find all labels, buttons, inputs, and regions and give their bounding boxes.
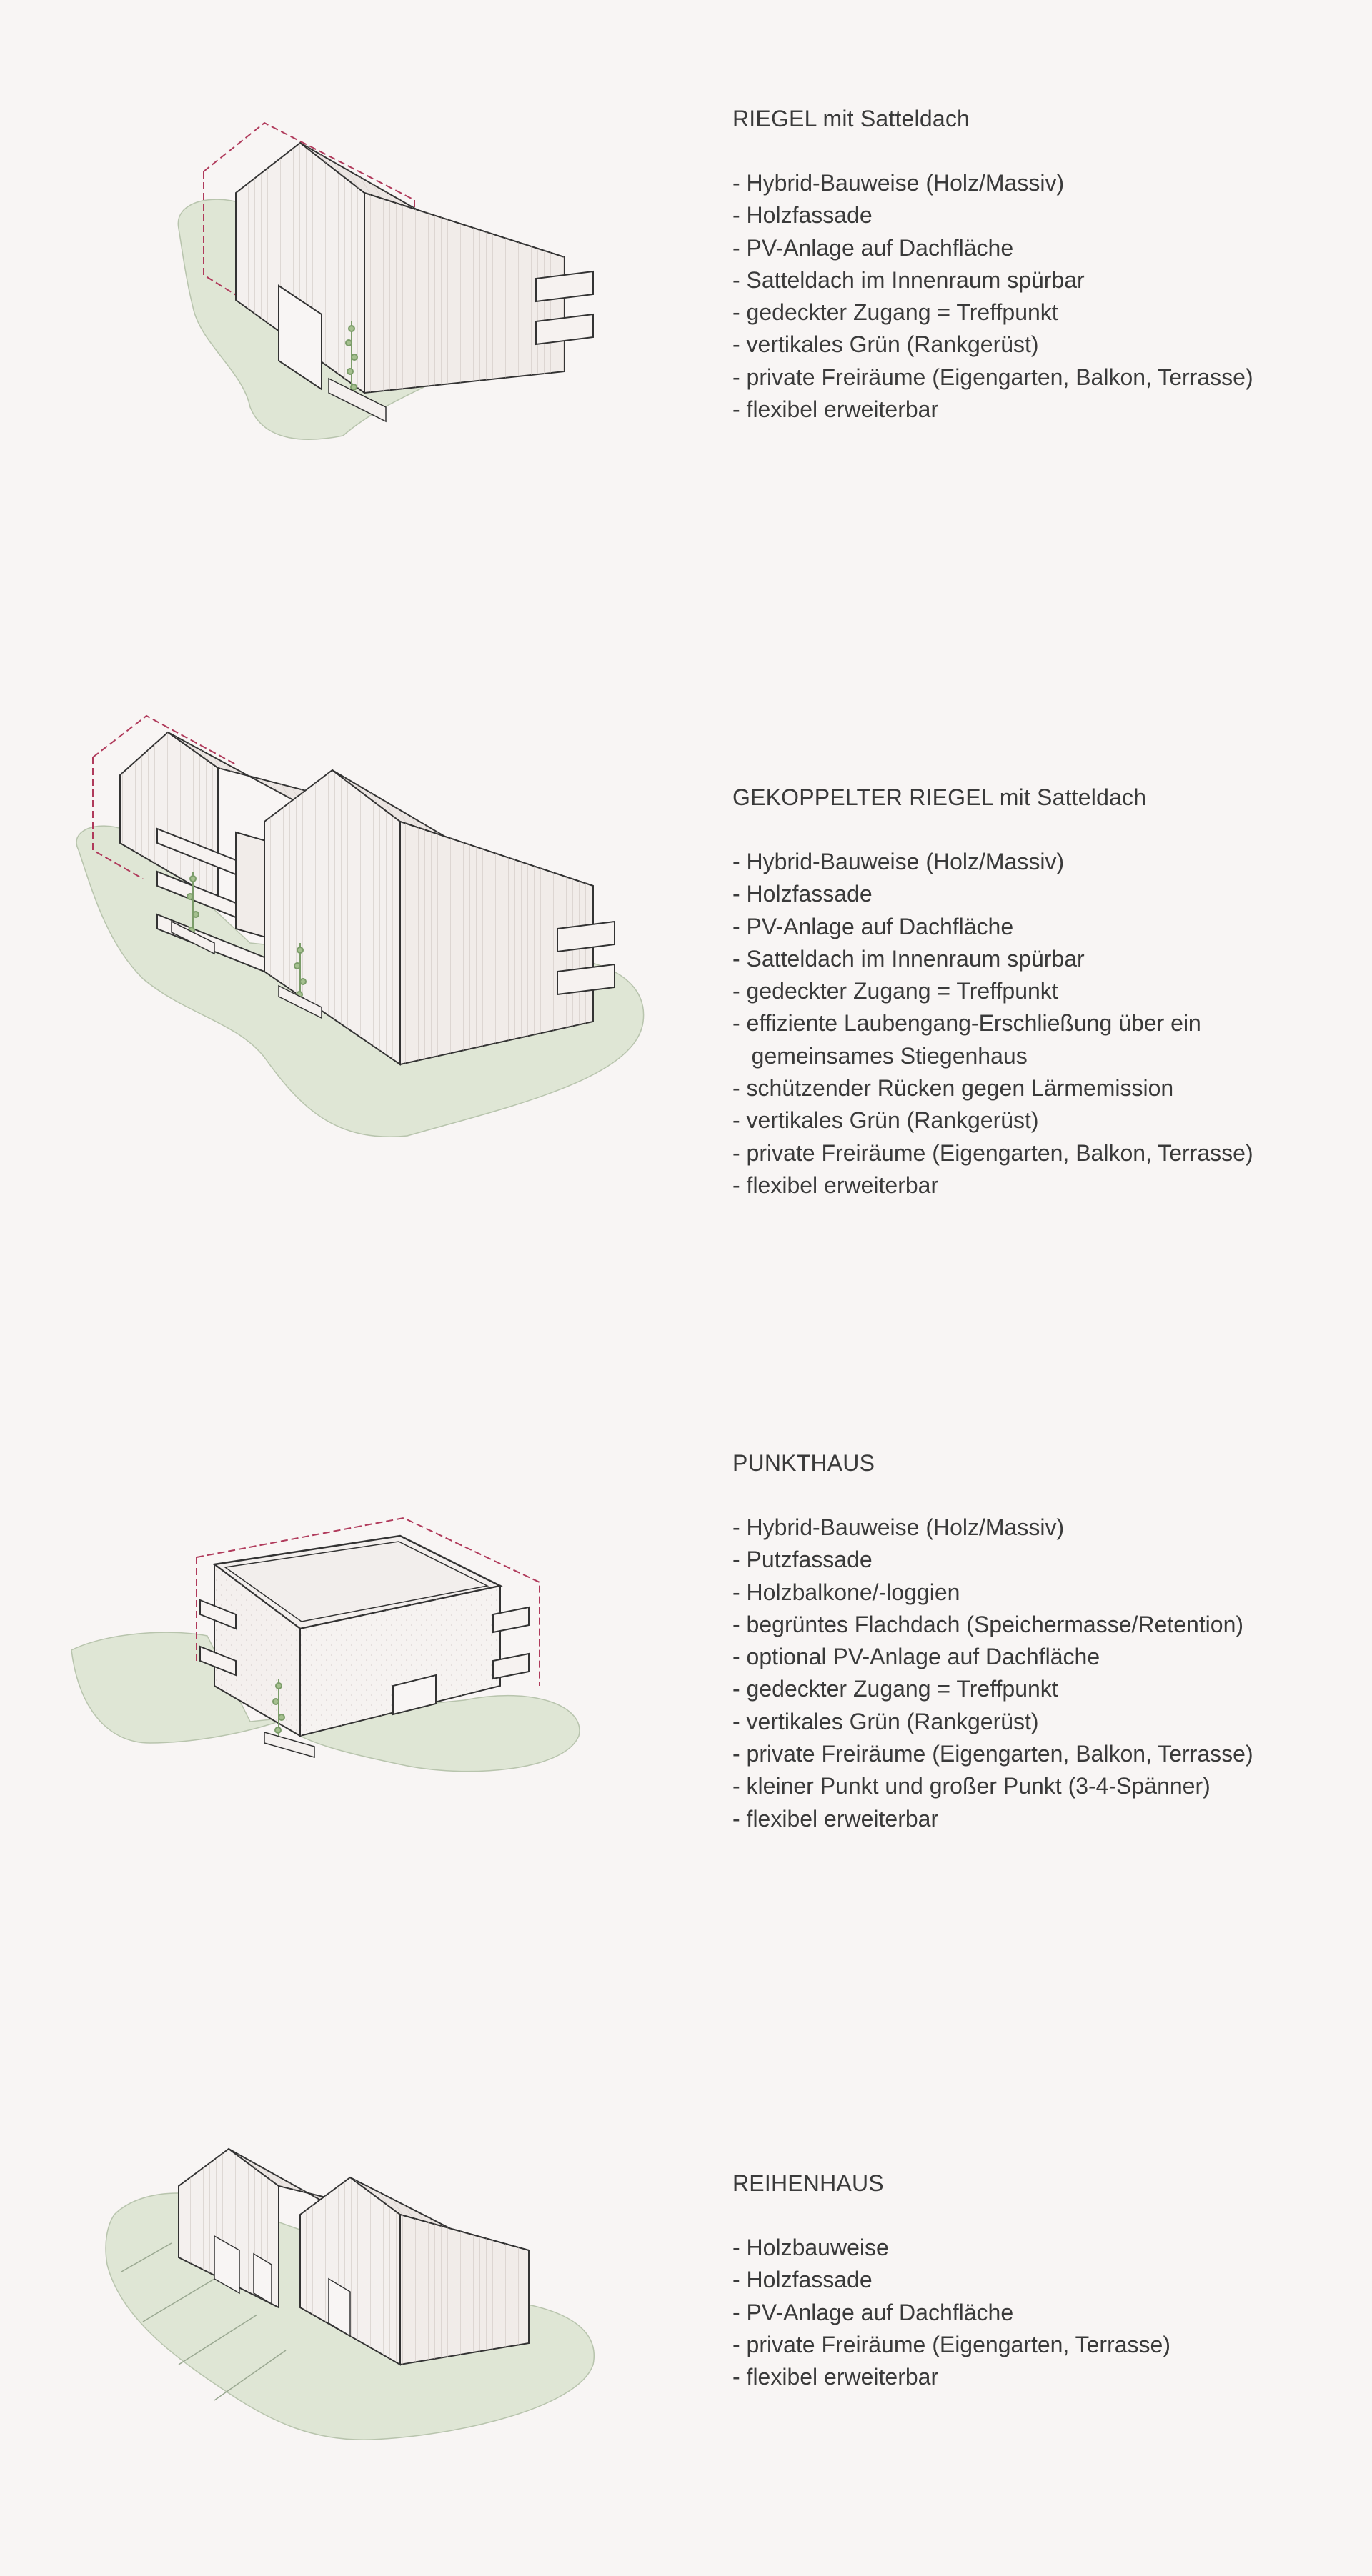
feature-item: - flexibel erweiterbar bbox=[732, 1172, 939, 1198]
feature-item: - flexibel erweiterbar bbox=[732, 1805, 939, 1832]
feature-item: - vertikales Grün (Rankgerüst) bbox=[732, 331, 1039, 358]
feature-item: - vertikales Grün (Rankgerüst) bbox=[732, 1708, 1039, 1734]
punkthaus-axonometric-drawing bbox=[64, 1507, 607, 1793]
feature-item: - Hybrid-Bauweise (Holz/Massiv) bbox=[732, 170, 1065, 196]
section-punkthaus bbox=[732, 1447, 1347, 1835]
feature-item: - flexibel erweiterbar bbox=[732, 396, 939, 423]
feature-item: - PV-Anlage auf Dachfläche bbox=[732, 2299, 1014, 2325]
feature-item: - effiziente Laubengang-Erschließung über ein bbox=[732, 1010, 1201, 1037]
feature-item: - Holzfassade bbox=[732, 881, 873, 907]
feature-list bbox=[732, 1512, 1347, 1835]
feature-item: - Holzfassade bbox=[732, 202, 873, 229]
section-gekoppelter-riegel bbox=[732, 782, 1347, 1202]
feature-item: - begrüntes Flachdach (Speichermasse/Retention) bbox=[732, 1611, 1244, 1637]
feature-item: - vertikales Grün (Rankgerüst) bbox=[732, 1107, 1039, 1134]
feature-item: - private Freiräume (Eigengarten, Balkon, Terrasse) bbox=[732, 1139, 1253, 1166]
feature-item: - Holzfassade bbox=[732, 2267, 873, 2293]
feature-item: - gedeckter Zugang = Treffpunkt bbox=[732, 978, 1058, 1004]
feature-item: - Satteldach im Innenraum spürbar bbox=[732, 945, 1085, 972]
section-title: GEKOPPELTER RIEGEL mit Satteldach bbox=[732, 784, 1147, 810]
feature-item: - Hybrid-Bauweise (Holz/Massiv) bbox=[732, 849, 1065, 874]
feature-list bbox=[732, 846, 1347, 1202]
feature-item: - schützender Rücken gegen Lärmemission bbox=[732, 1075, 1174, 1102]
section-reihenhaus bbox=[732, 2167, 1347, 2393]
feature-item: - gedeckter Zugang = Treffpunkt bbox=[732, 299, 1058, 326]
feature-item: - PV-Anlage auf Dachfläche bbox=[732, 913, 1014, 939]
section-title: REIHENHAUS bbox=[732, 2170, 884, 2196]
feature-item: - Holzbalkone/-loggien bbox=[732, 1579, 960, 1605]
feature-item: - kleiner Punkt und großer Punkt (3-4-Spänner) bbox=[732, 1773, 1211, 1799]
feature-item: - private Freiräume (Eigengarten, Terrasse) bbox=[732, 2331, 1170, 2357]
feature-list bbox=[732, 167, 1347, 426]
feature-item: - optional PV-Anlage auf Dachfläche bbox=[732, 1644, 1100, 1670]
section-title: RIEGEL mit Satteldach bbox=[732, 106, 970, 131]
feature-item: - PV-Anlage auf Dachfläche bbox=[732, 234, 1014, 261]
feature-item: - Hybrid-Bauweise (Holz/Massiv) bbox=[732, 1514, 1065, 1540]
feature-item: - gedeckter Zugang = Treffpunkt bbox=[732, 1676, 1058, 1702]
feature-item: - Holzbauweise bbox=[732, 2235, 889, 2260]
feature-item: - Satteldach im Innenraum spürbar bbox=[732, 266, 1085, 293]
feature-item: - flexibel erweiterbar bbox=[732, 2364, 939, 2390]
section-riegel bbox=[732, 103, 1347, 426]
feature-item: gemeinsames Stiegenhaus bbox=[732, 1042, 1028, 1069]
feature-item: - private Freiräume (Eigengarten, Balkon, Terrasse) bbox=[732, 1741, 1253, 1767]
section-title: PUNKTHAUS bbox=[732, 1450, 875, 1476]
feature-item: - Putzfassade bbox=[732, 1547, 873, 1573]
feature-item: - private Freiräume (Eigengarten, Balkon, Terrasse) bbox=[732, 364, 1253, 390]
reihenhaus-axonometric-drawing bbox=[100, 2136, 607, 2450]
riegel-axonometric-drawing bbox=[164, 107, 607, 450]
gekoppelter-riegel-axonometric-drawing bbox=[64, 707, 665, 1150]
feature-list bbox=[732, 2232, 1347, 2393]
